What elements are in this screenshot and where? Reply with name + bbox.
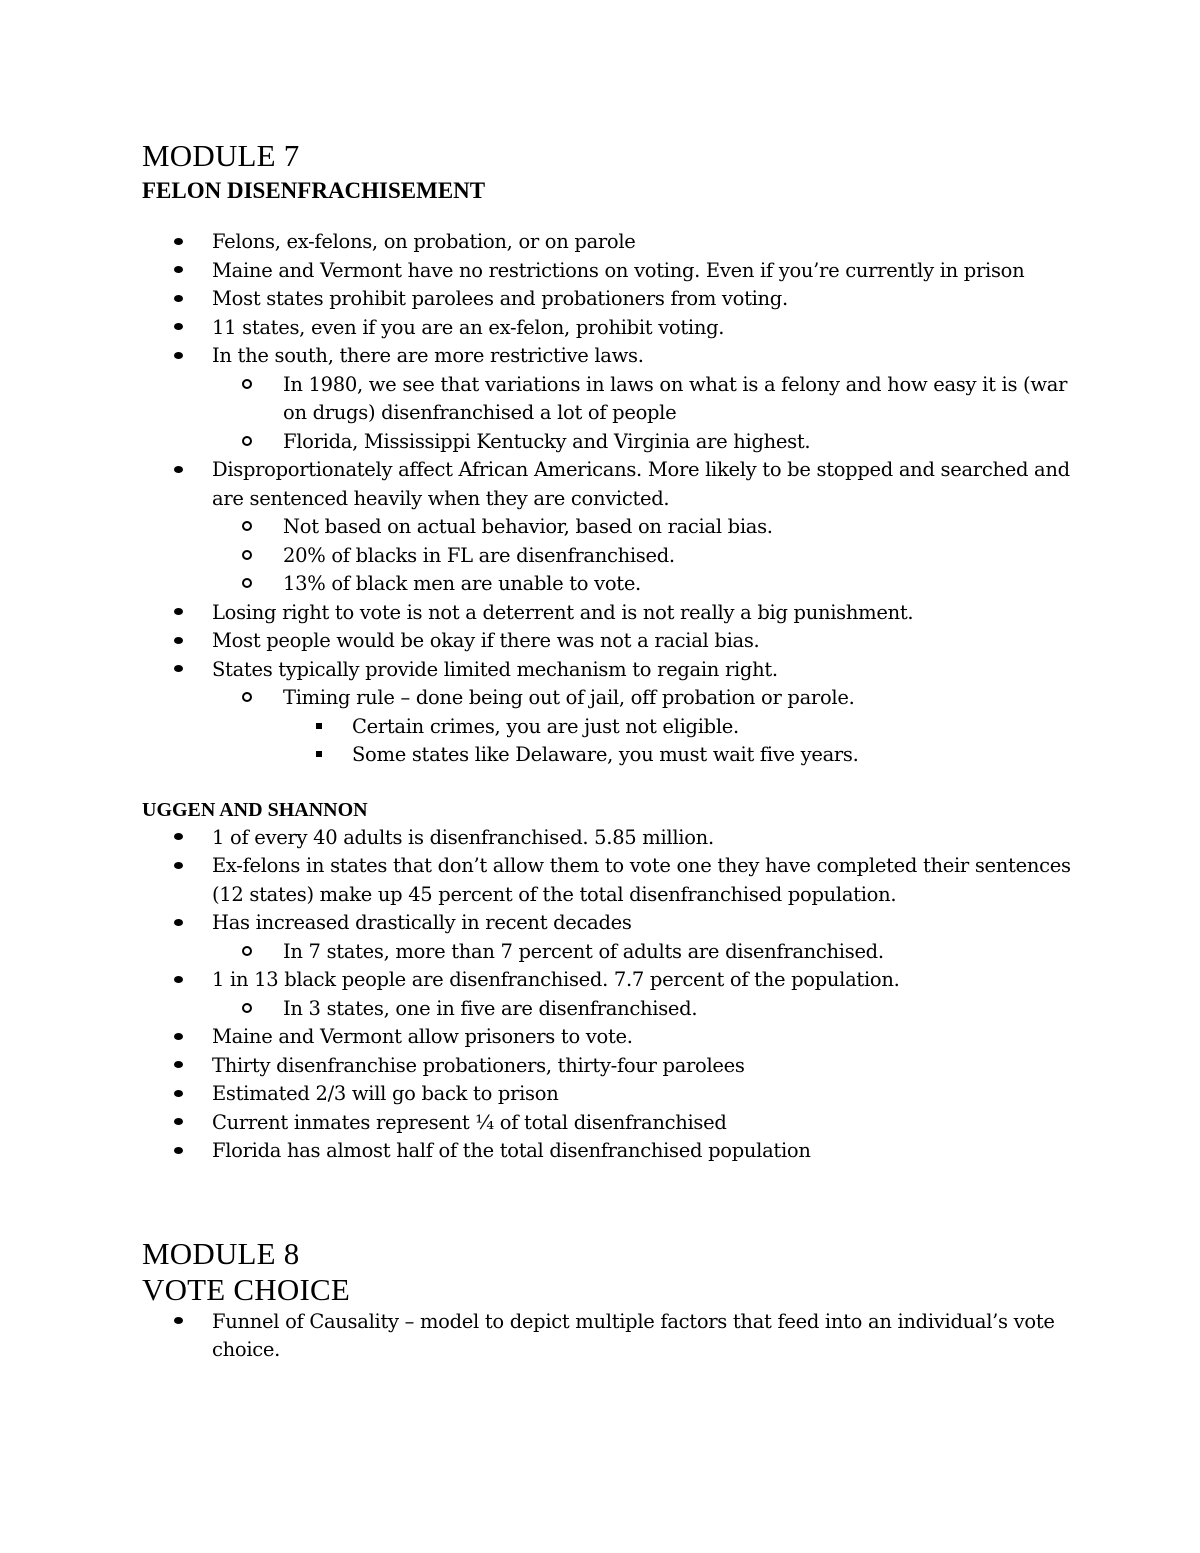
- bullet-dot-icon: [174, 1080, 183, 1109]
- module-7-title: MODULE 7: [142, 138, 300, 173]
- list-item: Funnel of Causality – model to depict multiple factors that feed into an individual’s vote choice.: [142, 1308, 1072, 1365]
- list-item: Florida, Mississippi Kentucky and Virginia are highest.: [142, 428, 1072, 457]
- list-item: Some states like Delaware, you must wait five years.: [142, 741, 1072, 770]
- bullet-dot-icon: [174, 228, 183, 257]
- bullet-dot-icon: [174, 824, 183, 853]
- list-item: 20% of blacks in FL are disenfranchised.: [142, 542, 1072, 571]
- bullet-ring-icon: [242, 995, 252, 1024]
- bullet-ring-icon: [242, 684, 252, 713]
- bullet-dot-icon: [174, 627, 183, 656]
- bullet-dot-icon: [174, 656, 183, 685]
- list-item: Has increased drastically in recent decades: [142, 909, 1072, 938]
- bullet-ring-icon: [242, 938, 252, 967]
- module-8-subtitle: VOTE CHOICE: [142, 1271, 350, 1307]
- bullet-ring-icon: [242, 371, 252, 400]
- list-item: Most people would be okay if there was not a racial bias.: [142, 627, 1072, 656]
- list-item: Estimated 2/3 will go back to prison: [142, 1080, 1072, 1109]
- document-page: [142, 138, 1072, 1365]
- bullet-dot-icon: [174, 257, 183, 286]
- bullet-dot-icon: [174, 314, 183, 343]
- list-item: In 7 states, more than 7 percent of adults are disenfranchised.: [142, 938, 1072, 967]
- list-item: In the south, there are more restrictive laws.: [142, 342, 1072, 371]
- list-item: Losing right to vote is not a deterrent and is not really a big punishment.: [142, 599, 1072, 628]
- bullet-dot-icon: [174, 456, 183, 485]
- list-item: In 1980, we see that variations in laws on what is a felony and how easy it is (war on drugs) disenfranchised a lot of people: [142, 371, 1072, 428]
- list-item: States typically provide limited mechanism to regain right.: [142, 656, 1072, 685]
- uggen-section-title: UGGEN AND SHANNON: [142, 798, 368, 821]
- list-item: In 3 states, one in five are disenfranchised.: [142, 995, 1072, 1024]
- list-item: 13% of black men are unable to vote.: [142, 570, 1072, 599]
- bullet-dot-icon: [174, 1052, 183, 1081]
- bullet-dot-icon: [174, 285, 183, 314]
- bullet-dot-icon: [174, 1308, 183, 1337]
- bullet-dot-icon: [174, 909, 183, 938]
- bullet-square-icon: [316, 713, 322, 742]
- bullet-dot-icon: [174, 1109, 183, 1138]
- list-item: Most states prohibit parolees and probationers from voting.: [142, 285, 1072, 314]
- list-item: Ex-felons in states that don’t allow them to vote one they have completed their sentences (12 states) make up 45 percent of the total disenfranchised population.: [142, 852, 1072, 909]
- bullet-dot-icon: [174, 1137, 183, 1166]
- list-item: Certain crimes, you are just not eligible.: [142, 713, 1072, 742]
- module-7-subtitle: FELON DISENFRACHISEMENT: [142, 178, 486, 203]
- bullet-square-icon: [316, 741, 322, 770]
- list-item: Felons, ex-felons, on probation, or on parole: [142, 228, 1072, 257]
- list-item: Current inmates represent ¼ of total disenfranchised: [142, 1109, 1072, 1138]
- list-item: 11 states, even if you are an ex-felon, prohibit voting.: [142, 314, 1072, 343]
- list-item: Florida has almost half of the total disenfranchised population: [142, 1137, 1072, 1166]
- list-item: 1 of every 40 adults is disenfranchised. 5.85 million.: [142, 824, 1072, 853]
- bullet-ring-icon: [242, 570, 252, 599]
- list-item: Timing rule – done being out of jail, off probation or parole.: [142, 684, 1072, 713]
- bullet-dot-icon: [174, 342, 183, 371]
- bullet-dot-icon: [174, 599, 183, 628]
- list-item: Maine and Vermont have no restrictions on voting. Even if you’re currently in prison: [142, 257, 1072, 286]
- list-item: Not based on actual behavior, based on racial bias.: [142, 513, 1072, 542]
- bullet-ring-icon: [242, 428, 252, 457]
- bullet-dot-icon: [174, 966, 183, 995]
- uggen-list: [142, 824, 1072, 1166]
- list-item: Disproportionately affect African Americans. More likely to be stopped and searched and are sentenced heavily when they are convicted.: [142, 456, 1072, 513]
- module-8-title: MODULE 8: [142, 1235, 300, 1271]
- bullet-dot-icon: [174, 1023, 183, 1052]
- list-item: 1 in 13 black people are disenfranchised. 7.7 percent of the population.: [142, 966, 1072, 995]
- list-item: Maine and Vermont allow prisoners to vote.: [142, 1023, 1072, 1052]
- module-8-list: [142, 1308, 1072, 1365]
- bullet-ring-icon: [242, 542, 252, 571]
- list-item: Thirty disenfranchise probationers, thirty-four parolees: [142, 1052, 1072, 1081]
- bullet-ring-icon: [242, 513, 252, 542]
- module-7-list: [142, 228, 1072, 770]
- bullet-dot-icon: [174, 852, 183, 881]
